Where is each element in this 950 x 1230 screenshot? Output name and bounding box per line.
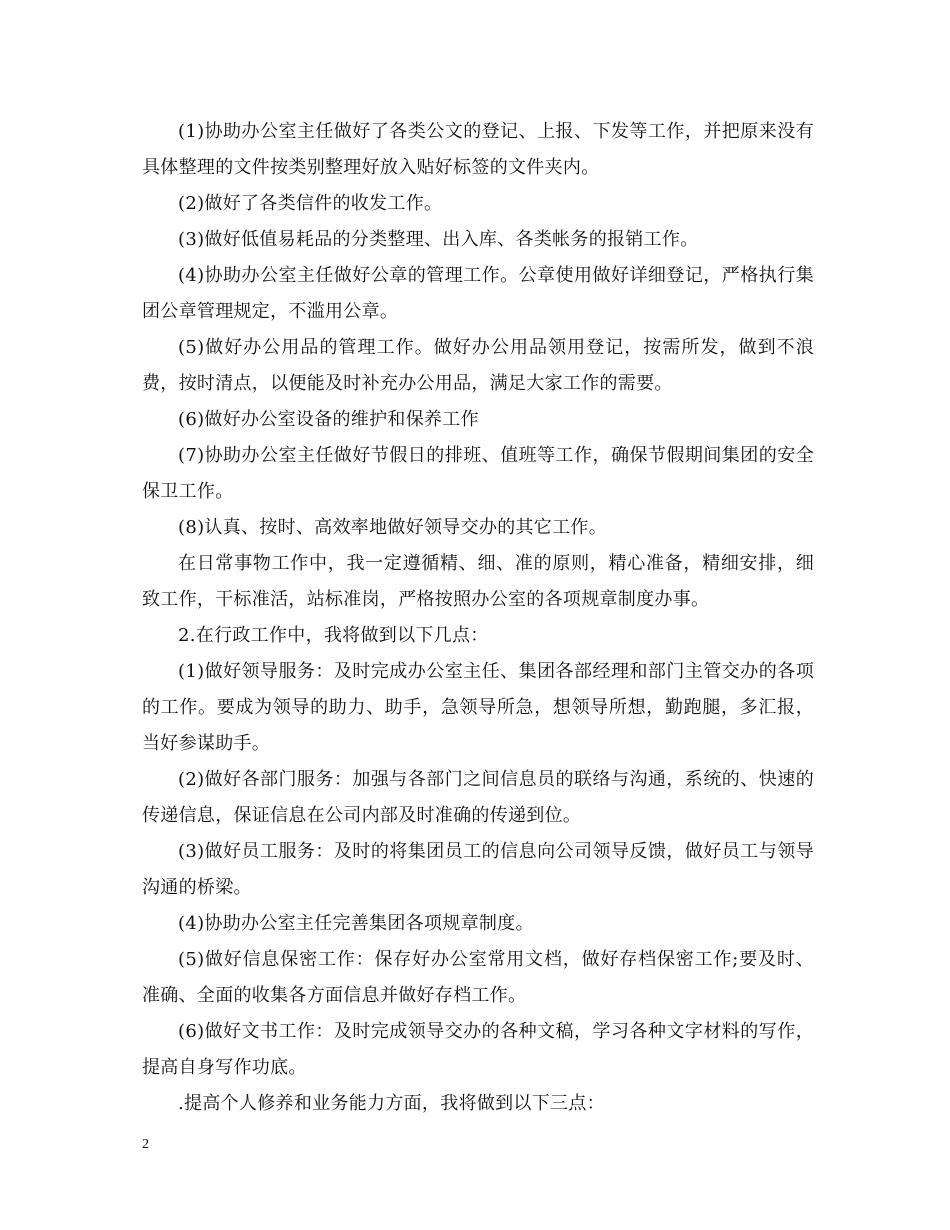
paragraph-admin-heading: 2.在行政工作中，我将做到以下几点： bbox=[178, 625, 489, 646]
document-body bbox=[142, 114, 814, 1122]
paragraph-equipment: (6)做好办公室设备的维护和保养工作 bbox=[178, 409, 479, 430]
paragraph-confidentiality: (5)做好信息保密工作：保存好办公室常用文档，做好存档保密工作;要及时、准确、全面的收集各方面信息并做好存档工作。 bbox=[142, 949, 814, 1006]
paragraph-seal-management: (4)协助办公室主任做好公章的管理工作。公章使用做好详细登记，严格执行集团公章管理规定，不滥用公章。 bbox=[142, 265, 814, 322]
paragraph-department-service: (2)做好各部门服务：加强与各部门之间信息员的联络与沟通，系统的、快速的传递信息，保证信息在公司内部及时准确的传递到位。 bbox=[142, 769, 814, 826]
page-number: 2 bbox=[142, 1137, 149, 1152]
paragraph-writing: (6)做好文书工作：及时完成领导交办的各种文稿，学习各种文字材料的写作，提高自身写作功底。 bbox=[142, 1021, 814, 1078]
paragraph-self-improvement-heading: .提高个人修养和业务能力方面，我将做到以下三点： bbox=[178, 1093, 605, 1114]
paragraph-office-supplies: (5)做好办公用品的管理工作。做好办公用品领用登记，按需所发，做到不浪费，按时清点，以便能及时补充办公用品，满足大家工作的需要。 bbox=[142, 337, 814, 394]
paragraph-employee-service: (3)做好员工服务：及时的将集团员工的信息向公司领导反馈，做好员工与领导沟通的桥梁。 bbox=[142, 841, 814, 898]
paragraph-other-tasks: (8)认真、按时、高效率地做好领导交办的其它工作。 bbox=[178, 517, 607, 538]
paragraph-leader-service: (1)做好领导服务：及时完成办公室主任、集团各部经理和部门主管交办的各项的工作。要成为领导的助力、助手，急领导所急，想领导所想，勤跑腿，多汇报，当好参谋助手。 bbox=[142, 661, 814, 754]
paragraph-office-docs: (1)协助办公室主任做好了各类公文的登记、上报、下发等工作，并把原来没有具体整理的文件按类别整理好放入贴好标签的文件夹内。 bbox=[142, 121, 814, 178]
paragraph-consumables: (3)做好低值易耗品的分类整理、出入库、各类帐务的报销工作。 bbox=[178, 229, 699, 250]
paragraph-rules: (4)协助办公室主任完善集团各项规章制度。 bbox=[178, 913, 534, 934]
paragraph-mail: (2)做好了各类信件的收发工作。 bbox=[178, 193, 443, 214]
paragraph-daily-affairs: 在日常事物工作中，我一定遵循精、细、准的原则，精心准备，精细安排，细致工作，干标准活，站标准岗，严格按照办公室的各项规章制度办事。 bbox=[142, 553, 814, 610]
paragraph-holiday-duty: (7)协助办公室主任做好节假日的排班、值班等工作，确保节假期间集团的安全保卫工作。 bbox=[142, 445, 814, 502]
